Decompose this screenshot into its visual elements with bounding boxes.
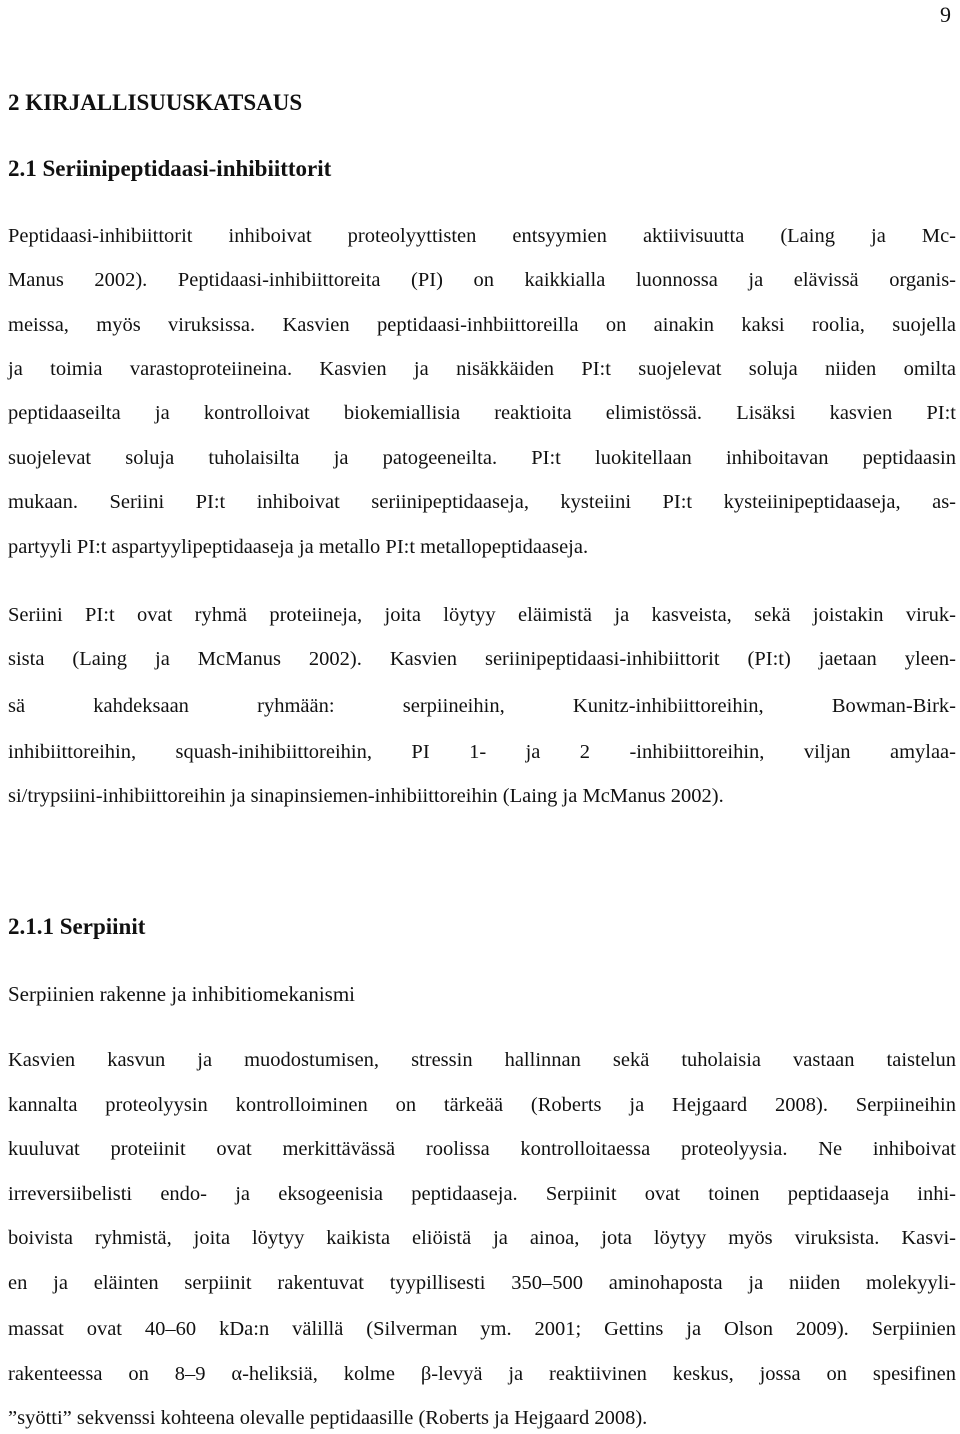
paragraph-line: Seriini PI:t ovat ryhmä proteiineja, joita löytyy eläimistä ja kasveista, sekä joistakin viruk- bbox=[8, 604, 956, 626]
paragraph-line: Manus 2002). Peptidaasi-inhibiittoreita (PI) on kaikkialla luonnossa ja elävissä organis- bbox=[8, 269, 956, 291]
paragraph-line: partyyli PI:t aspartyylipeptidaaseja ja metallo PI:t metallopeptidaaseja. bbox=[8, 536, 589, 558]
paragraph-line: peptidaaseilta ja kontrolloivat biokemiallisia reaktioita elimistössä. Lisäksi kasvien PI:t bbox=[8, 402, 956, 424]
paragraph-line: en ja eläinten serpiinit rakentuvat tyypillisesti 350–500 aminohaposta ja niiden molekyyli- bbox=[8, 1272, 956, 1294]
paragraph-line: massat ovat 40–60 kDa:n välillä (Silverman ym. 2001; Gettins ja Olson 2009). Serpiinien bbox=[8, 1318, 956, 1340]
paragraph-line: Peptidaasi-inhibiittorit inhiboivat proteolyyttisten entsyymien aktiivisuutta (Laing ja Mc- bbox=[8, 225, 956, 247]
section-heading: 2.1 Seriinipeptidaasi-inhibiittorit bbox=[8, 156, 332, 181]
paragraph-line: inhibiittoreihin, squash-inihibiittoreihin, PI 1- ja 2 -inhibiittoreihin, viljan amylaa- bbox=[8, 741, 956, 763]
paragraph-line: meissa, myös viruksissa. Kasvien peptidaasi-inhbiittoreilla on ainakin kaksi roolia, suojella bbox=[8, 314, 956, 336]
paragraph-line: sä kahdeksaan ryhmään: serpiineihin, Kunitz-inhibiittoreihin, Bowman-Birk- bbox=[8, 695, 956, 717]
paragraph-line: suojelevat soluja tuholaisilta ja patogeeneilta. PI:t luokitellaan inhiboitavan peptidaasin bbox=[8, 447, 956, 469]
page-number: 9 bbox=[940, 2, 951, 27]
paragraph-line: kuuluvat proteiinit ovat merkittävässä roolissa kontrolloitaessa proteolyysia. Ne inhiboivat bbox=[8, 1138, 956, 1160]
paragraph-line: ”syötti” sekvenssi kohteena olevalle peptidaasille (Roberts ja Hejgaard 2008). bbox=[8, 1407, 648, 1429]
paragraph-line: mukaan. Seriini PI:t inhiboivat seriinipeptidaaseja, kysteiini PI:t kysteiinipeptidaaseja, as- bbox=[8, 491, 956, 513]
paragraph-line: rakenteessa on 8–9 α-heliksiä, kolme β-levyä ja reaktiivinen keskus, jossa on spesifinen bbox=[8, 1363, 956, 1385]
paragraph-line: ja toimia varastoproteiineina. Kasvien ja nisäkkäiden PI:t suojelevat soluja niiden omilta bbox=[8, 358, 956, 380]
paragraph-line: kannalta proteolyysin kontrolloiminen on tärkeää (Roberts ja Hejgaard 2008). Serpiineihin bbox=[8, 1094, 956, 1116]
subsection-heading: 2.1.1 Serpiinit bbox=[8, 914, 146, 939]
paragraph-line: sista (Laing ja McManus 2002). Kasvien seriinipeptidaasi-inhibiittorit (PI:t) jaetaan yleen- bbox=[8, 648, 956, 670]
chapter-heading: 2 KIRJALLISUUSKATSAUS bbox=[8, 90, 303, 115]
paragraph-line: si/trypsiini-inhibiittoreihin ja sinapinsiemen-inhibiittoreihin (Laing ja McManus 2002). bbox=[8, 785, 724, 807]
paragraph-line: boivista ryhmistä, joita löytyy kaikista eliöistä ja ainoa, jota löytyy myös viruksista. Kasvi- bbox=[8, 1227, 956, 1249]
paragraph-line: Kasvien kasvun ja muodostumisen, stressin hallinnan sekä tuholaisia vastaan taistelun bbox=[8, 1049, 956, 1071]
subsubsection-heading: Serpiinien rakenne ja inhibitiomekanismi bbox=[8, 982, 356, 1006]
paragraph-line: irreversiibelisti endo- ja eksogeenisia peptidaaseja. Serpiinit ovat toinen peptidaaseja inhi- bbox=[8, 1183, 956, 1205]
